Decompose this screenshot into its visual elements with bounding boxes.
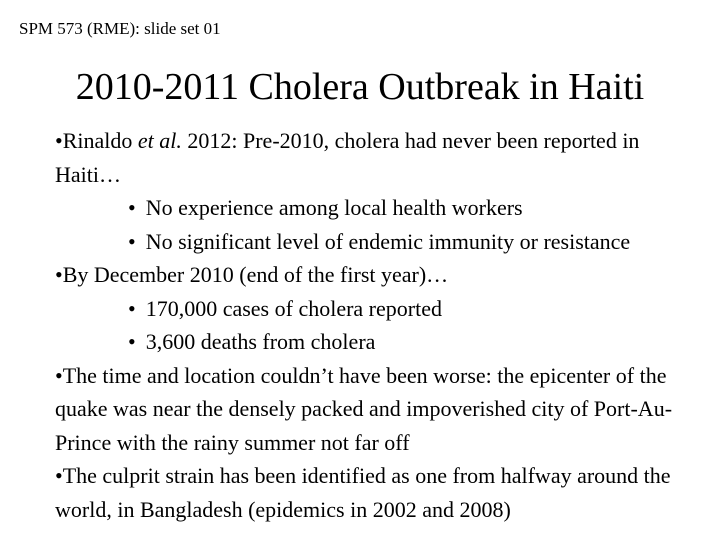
sub-bullet-text: No experience among local health workers xyxy=(145,195,523,220)
bullet-text-post: 2012: Pre-2010, cholera had never been reported in Haiti… xyxy=(55,128,640,187)
sub-bullet-experience xyxy=(55,191,695,225)
bullet-marker: • xyxy=(128,329,136,354)
sub-bullet-text: 170,000 cases of cholera reported xyxy=(145,295,442,321)
bullet-december-2010 xyxy=(55,258,695,292)
slide-content xyxy=(55,124,695,526)
bullet-text: The culprit strain has been identified as one from halfway around the world, in Bangladesh (epidemics in 2002 and 2008) xyxy=(55,463,671,522)
bullet-text: The time and location couldn’t have been worse: the epicenter of the quake was near the densely packed and impoverished city of Port-Au-Prince with the rainy summer not far off xyxy=(55,362,673,455)
bullet-culprit-strain xyxy=(55,459,695,526)
bullet-marker: • xyxy=(128,295,136,321)
bullet-text-italic: et al. xyxy=(137,128,182,153)
sub-bullet-cases xyxy=(55,292,695,326)
bullet-marker: • xyxy=(55,262,63,287)
bullet-marker: • xyxy=(128,228,136,254)
bullet-text: By December 2010 (end of the first year)… xyxy=(62,262,449,287)
sub-bullet-immunity xyxy=(55,225,695,259)
bullet-time-location xyxy=(55,359,695,460)
sub-bullet-text: 3,600 deaths from cholera xyxy=(145,329,376,354)
slide-header: SPM 573 (RME): slide set 01 xyxy=(19,19,221,38)
sub-bullet-text: No significant level of endemic immunity or resistance xyxy=(145,228,631,254)
bullet-marker: • xyxy=(128,195,136,220)
bullet-rinaldo xyxy=(55,124,695,191)
bullet-text-pre: Rinaldo xyxy=(62,128,138,153)
sub-bullet-deaths xyxy=(55,325,695,359)
bullet-marker: • xyxy=(55,128,63,153)
bullet-marker: • xyxy=(55,362,63,388)
bullet-marker: • xyxy=(55,463,63,488)
slide-title: 2010-2011 Cholera Outbreak in Haiti xyxy=(75,66,645,108)
